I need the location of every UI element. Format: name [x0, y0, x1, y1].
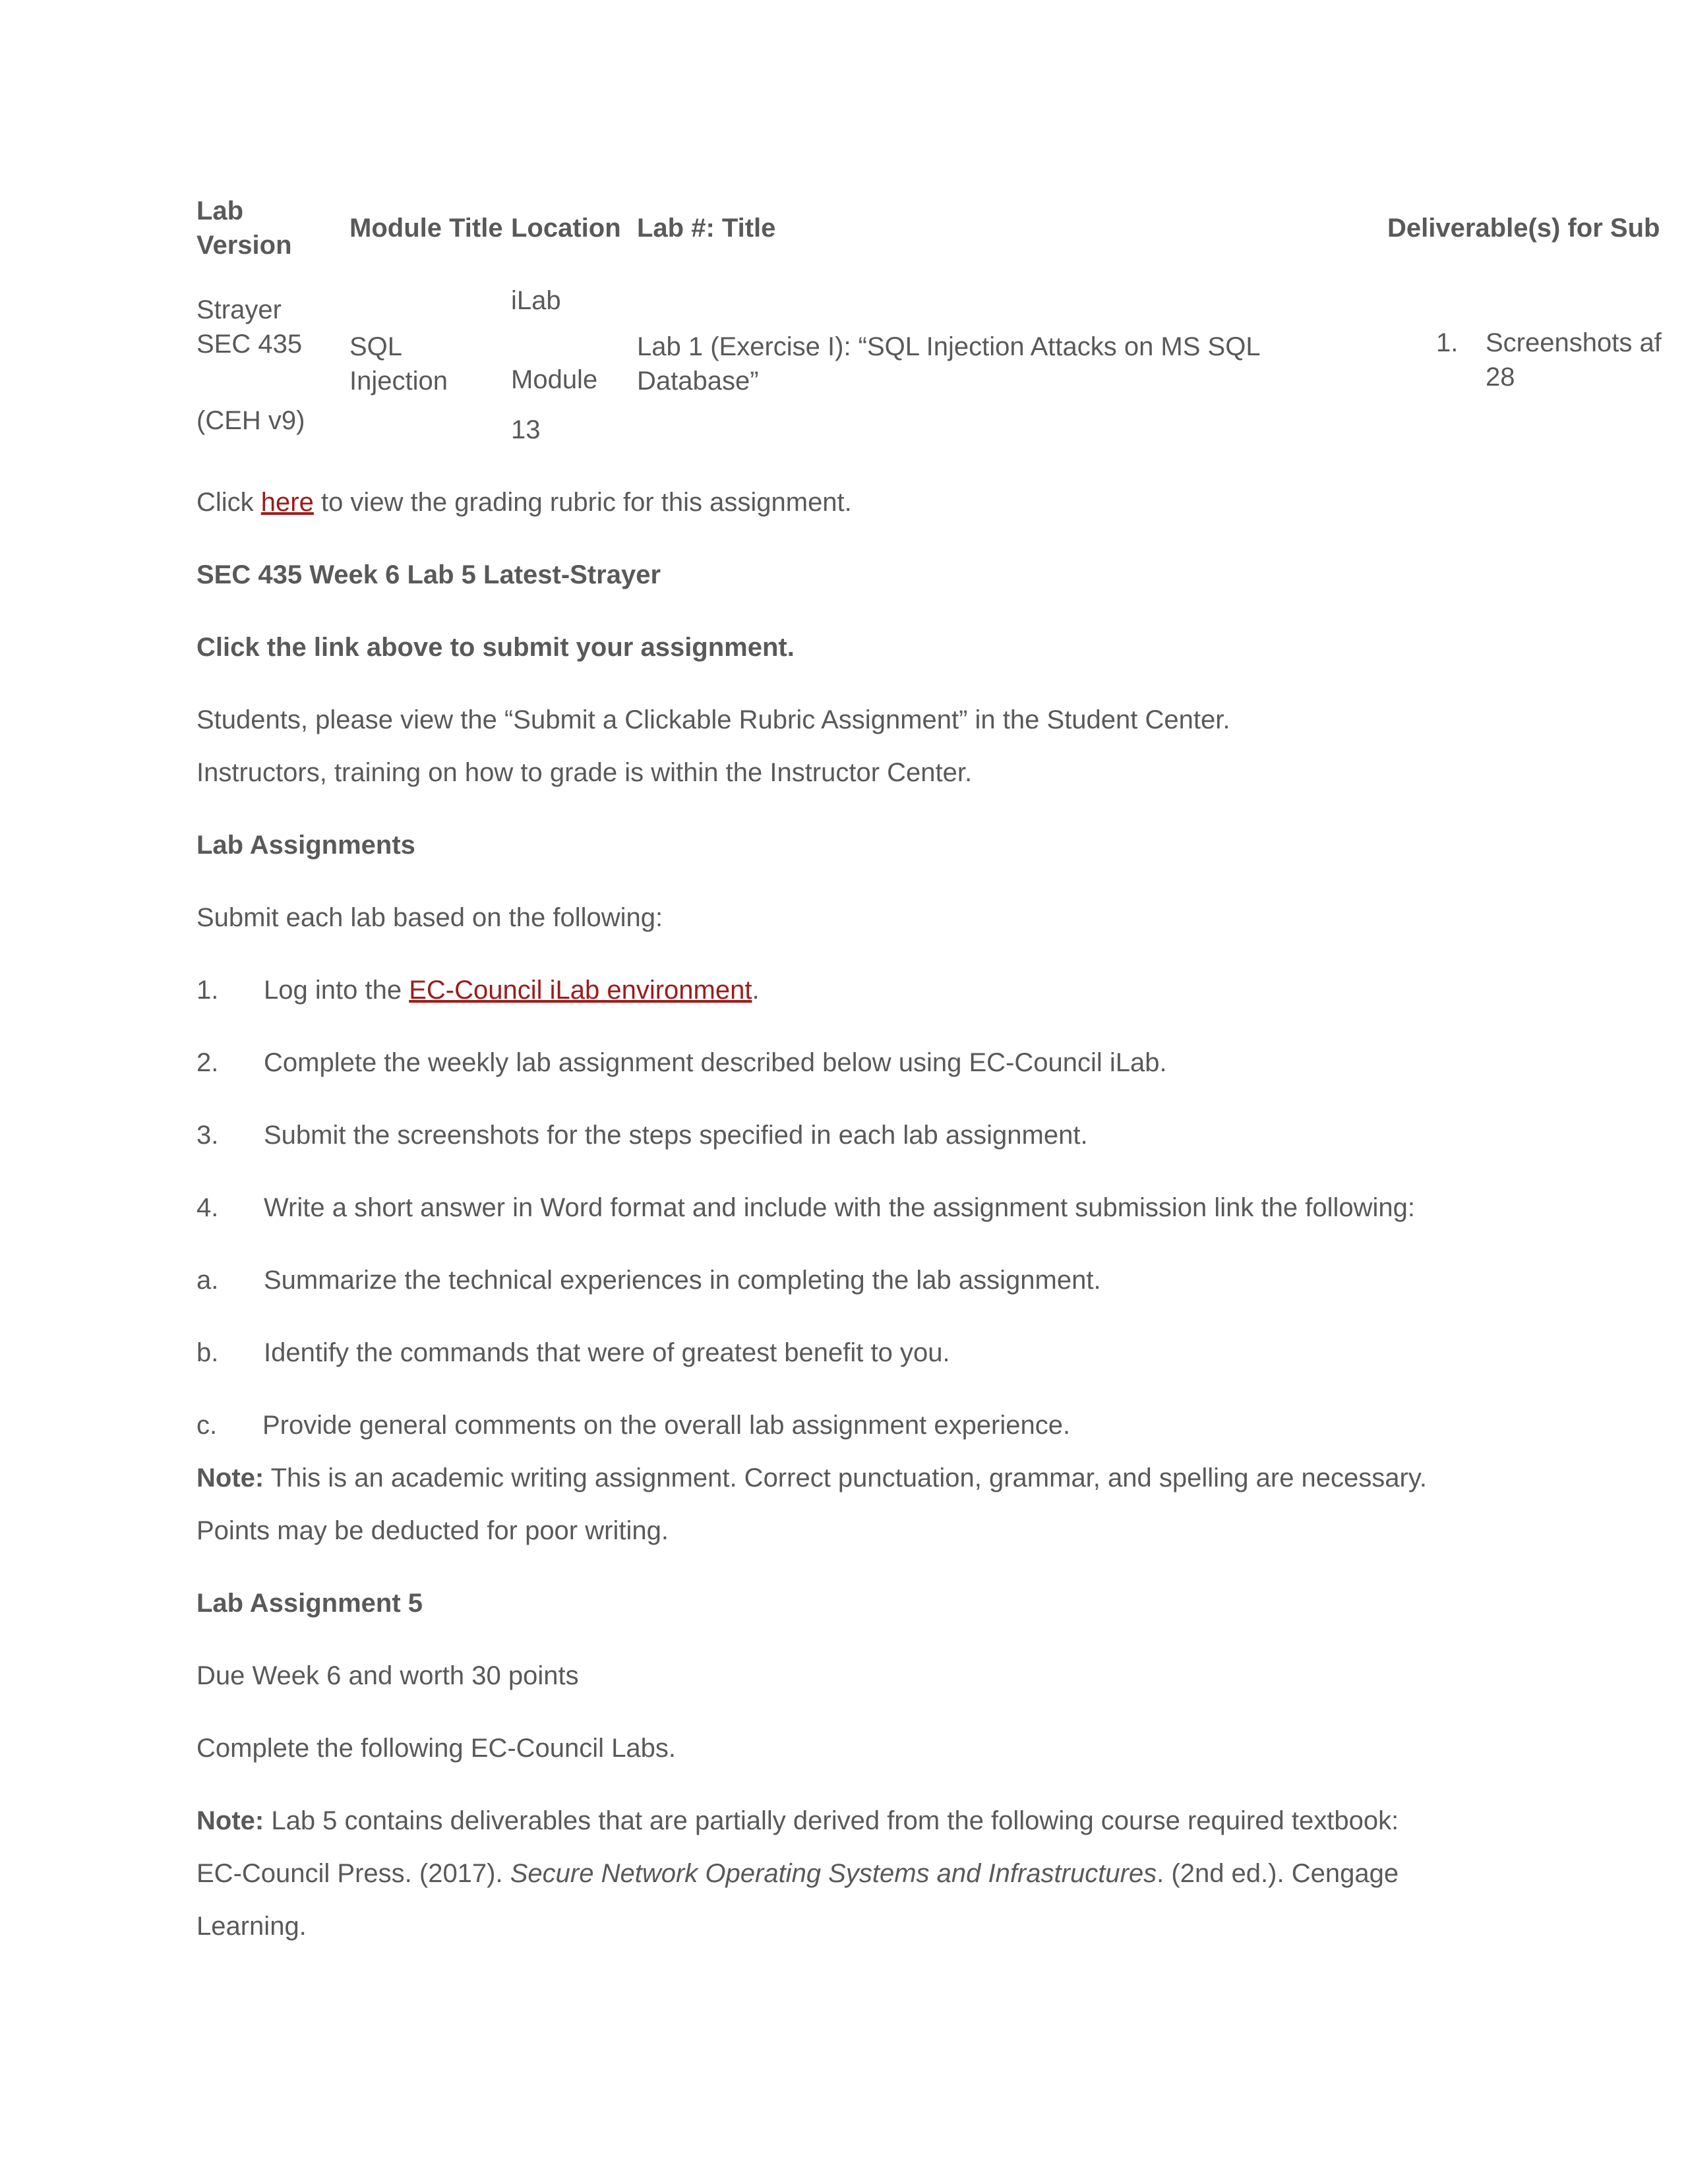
cell-deliverables [1486, 326, 1662, 394]
rubric-line-suffix: to view the grading rubric for this assignment. [313, 488, 852, 517]
header-lab-version-line2: Version [196, 231, 292, 260]
list-item-text: Provide general comments on the overall lab assignment experience. [262, 1411, 1071, 1440]
rubric-link[interactable]: here [260, 488, 314, 517]
cell-lab-version-ceh: (CEH v9) [196, 406, 305, 435]
header-lab-version-line1: Lab [196, 196, 244, 225]
rubric-line-prefix: Click [196, 488, 261, 517]
cell-lab-title-line2: Database” [637, 367, 759, 396]
note-label: Note: [196, 1463, 264, 1492]
list-marker: c. [196, 1411, 218, 1440]
note-label: Note: [196, 1806, 264, 1835]
list-item-text [264, 973, 760, 1007]
list-marker: 3. [196, 1121, 219, 1150]
list-item-text: Identify the commands that were of greatest benefit to you. [264, 1338, 950, 1367]
list-item-text: Write a short answer in Word format and include with the assignment submission link the following: [264, 1193, 1415, 1222]
cell-location-number: 13 [511, 415, 541, 444]
list-marker: 2. [196, 1048, 219, 1077]
cell-location-module: Module [511, 365, 598, 394]
citation-title: Secure Network Operating Systems and Infrastructures [510, 1859, 1157, 1888]
header-module-title: Module Title [349, 214, 503, 243]
step-1-prefix: Log into the [264, 976, 409, 1005]
list-marker: 1. [196, 976, 219, 1005]
cell-lab-version [196, 293, 302, 361]
instructors-line: Instructors, training on how to grade is within the Instructor Center. [196, 758, 973, 787]
header-lab-title: Lab #: Title [637, 214, 776, 243]
rubric-line [196, 485, 852, 519]
cell-module-title-line1: SQL [349, 332, 403, 361]
list-marker: a. [196, 1266, 219, 1295]
header-lab-version [196, 194, 292, 262]
note-writing [196, 1461, 1427, 1495]
cell-module-title [349, 330, 448, 398]
students-line: Students, please view the “Submit a Clickable Rubric Assignment” in the Student Center. [196, 705, 1230, 734]
cell-module-title-line2: Injection [349, 367, 448, 396]
due-line: Due Week 6 and worth 30 points [196, 1661, 579, 1690]
step-1-suffix: . [752, 976, 760, 1005]
lab-assignment-5-heading: Lab Assignment 5 [196, 1589, 423, 1618]
submit-each-line: Submit each lab based on the following: [196, 903, 663, 932]
list-item-text: Summarize the technical experiences in completing the lab assignment. [264, 1266, 1101, 1295]
note-writing-line2: Points may be deducted for poor writing. [196, 1516, 669, 1545]
cell-lab-version-line1: Strayer [196, 295, 282, 324]
cell-deliverables-line1: Screenshots af [1486, 328, 1662, 357]
cell-lab-version-line2: SEC 435 [196, 330, 303, 359]
lab-assignments-heading: Lab Assignments [196, 831, 415, 860]
header-location: Location [511, 214, 621, 243]
textbook-citation [196, 1856, 1399, 1891]
note-writing-text: This is an academic writing assignment. Correct punctuation, grammar, and spelling are necessary. [264, 1463, 1428, 1492]
note-textbook [196, 1804, 1399, 1838]
list-item-text: Submit the screenshots for the steps specified in each lab assignment. [264, 1121, 1088, 1150]
list-marker: 4. [196, 1193, 219, 1222]
cell-deliverables-line2: 28 [1486, 363, 1515, 392]
cell-deliverable-marker: 1. [1436, 328, 1459, 357]
textbook-citation-line2: Learning. [196, 1912, 307, 1941]
complete-line: Complete the following EC-Council Labs. [196, 1734, 677, 1763]
ec-council-ilab-link[interactable]: EC-Council iLab environment [409, 976, 752, 1005]
list-item-text: Complete the weekly lab assignment described below using EC-Council iLab. [264, 1048, 1167, 1077]
citation-publisher: EC-Council Press. (2017). [196, 1859, 510, 1888]
list-marker: b. [196, 1338, 219, 1367]
citation-edition: . (2nd ed.). Cengage [1157, 1859, 1399, 1888]
cell-lab-title [637, 330, 1261, 398]
submit-title: SEC 435 Week 6 Lab 5 Latest-Strayer [196, 560, 661, 589]
submit-instruction: Click the link above to submit your assignment. [196, 633, 795, 662]
header-deliverables: Deliverable(s) for Sub [1387, 214, 1660, 243]
cell-location-ilab: iLab [511, 286, 561, 315]
cell-lab-title-line1: Lab 1 (Exercise I): “SQL Injection Attacks on MS SQL [637, 332, 1261, 361]
note-textbook-text: Lab 5 contains deliverables that are partially derived from the following course required textbook: [264, 1806, 1399, 1835]
